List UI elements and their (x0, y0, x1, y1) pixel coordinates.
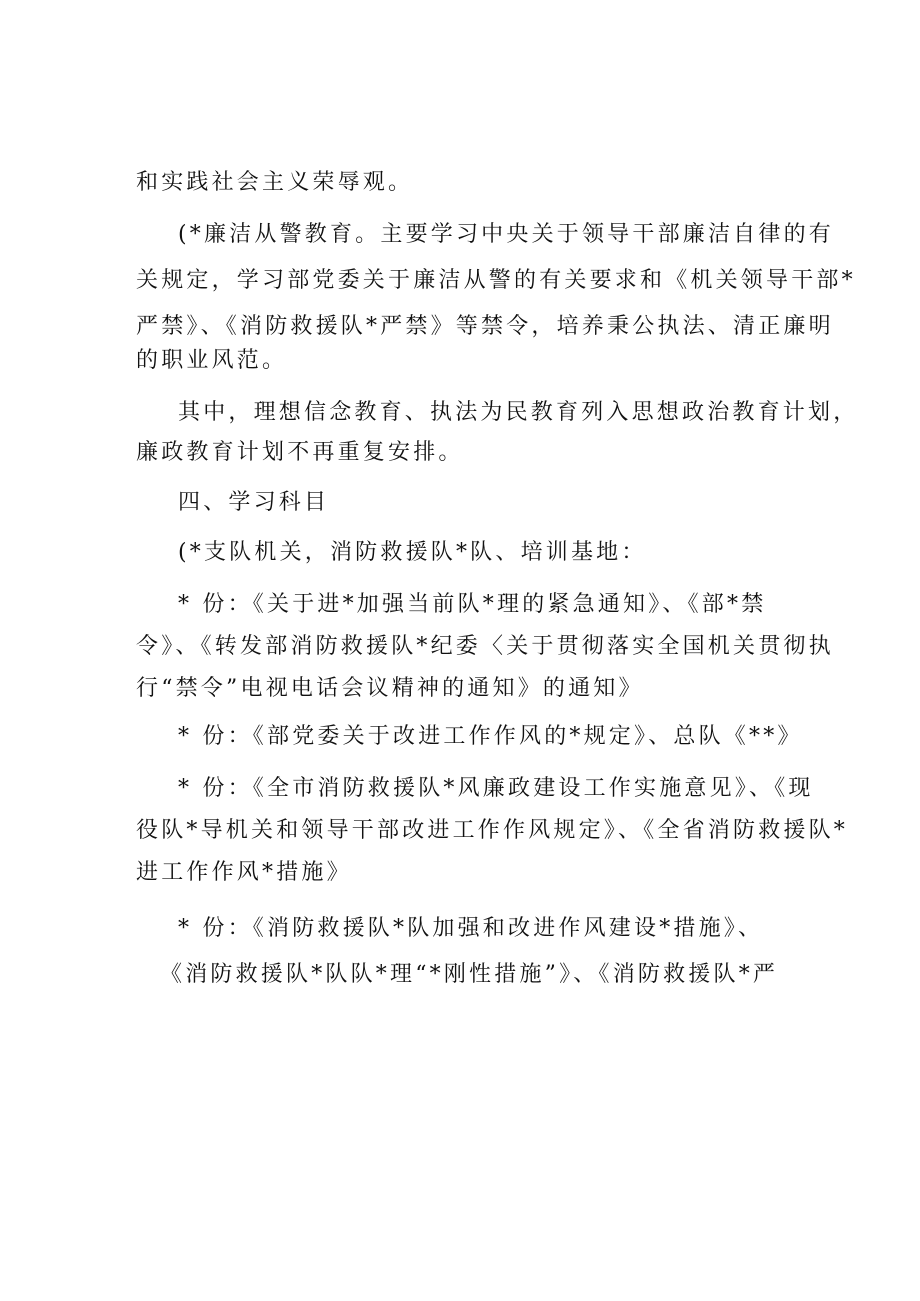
text-line: 令》、《转发部消防救援队*纪委〈关于贯彻落实全国机关贯彻执 (136, 634, 834, 659)
text-line: * 份：《消防救援队*队加强和改进作风建设*措施》、 (178, 916, 764, 941)
text-line: 其中，理想信念教育、执法为民教育列入思想政治教育计划， (178, 400, 859, 425)
text-line: 和实践社会主义荣辱观。 (136, 170, 414, 195)
text-line: 廉政教育计划不再重复安排。 (136, 440, 464, 465)
text-line: (*支队机关，消防救援队*队、培训基地： (178, 540, 647, 565)
section-heading: 四、学习科目 (178, 490, 330, 515)
text-line: * 份：《部党委关于改进工作作风的*规定》、总队《**》 (178, 724, 803, 749)
text-line: (*廉洁从警教育。主要学习中央关于领导干部廉洁自律的有 (178, 222, 834, 247)
text-line: 严禁》、《消防救援队*严禁》等禁令，培养秉公执法、清正廉明 (136, 314, 834, 339)
text-line: 进工作作风*措施》 (136, 860, 352, 885)
text-line: 的职业风范。 (136, 348, 288, 373)
text-line: 役队*导机关和领导干部改进工作作风规定》、《全省消防救援队* (136, 818, 849, 843)
text-line: 行“禁令”电视电话会议精神的通知》的通知》 (136, 676, 644, 701)
text-line: 《消防救援队*队队*理“*刚性措施”》、《消防救援队*严 (160, 962, 779, 987)
text-line: 关规定，学习部党委关于廉洁从警的有关要求和《机关领导干部* (136, 268, 856, 293)
text-line: * 份：《全市消防救援队*风廉政建设工作实施意见》、《现 (178, 776, 814, 801)
text-line: * 份：《关于进*加强当前队*理的紧急通知》、《部*禁 (178, 592, 767, 617)
